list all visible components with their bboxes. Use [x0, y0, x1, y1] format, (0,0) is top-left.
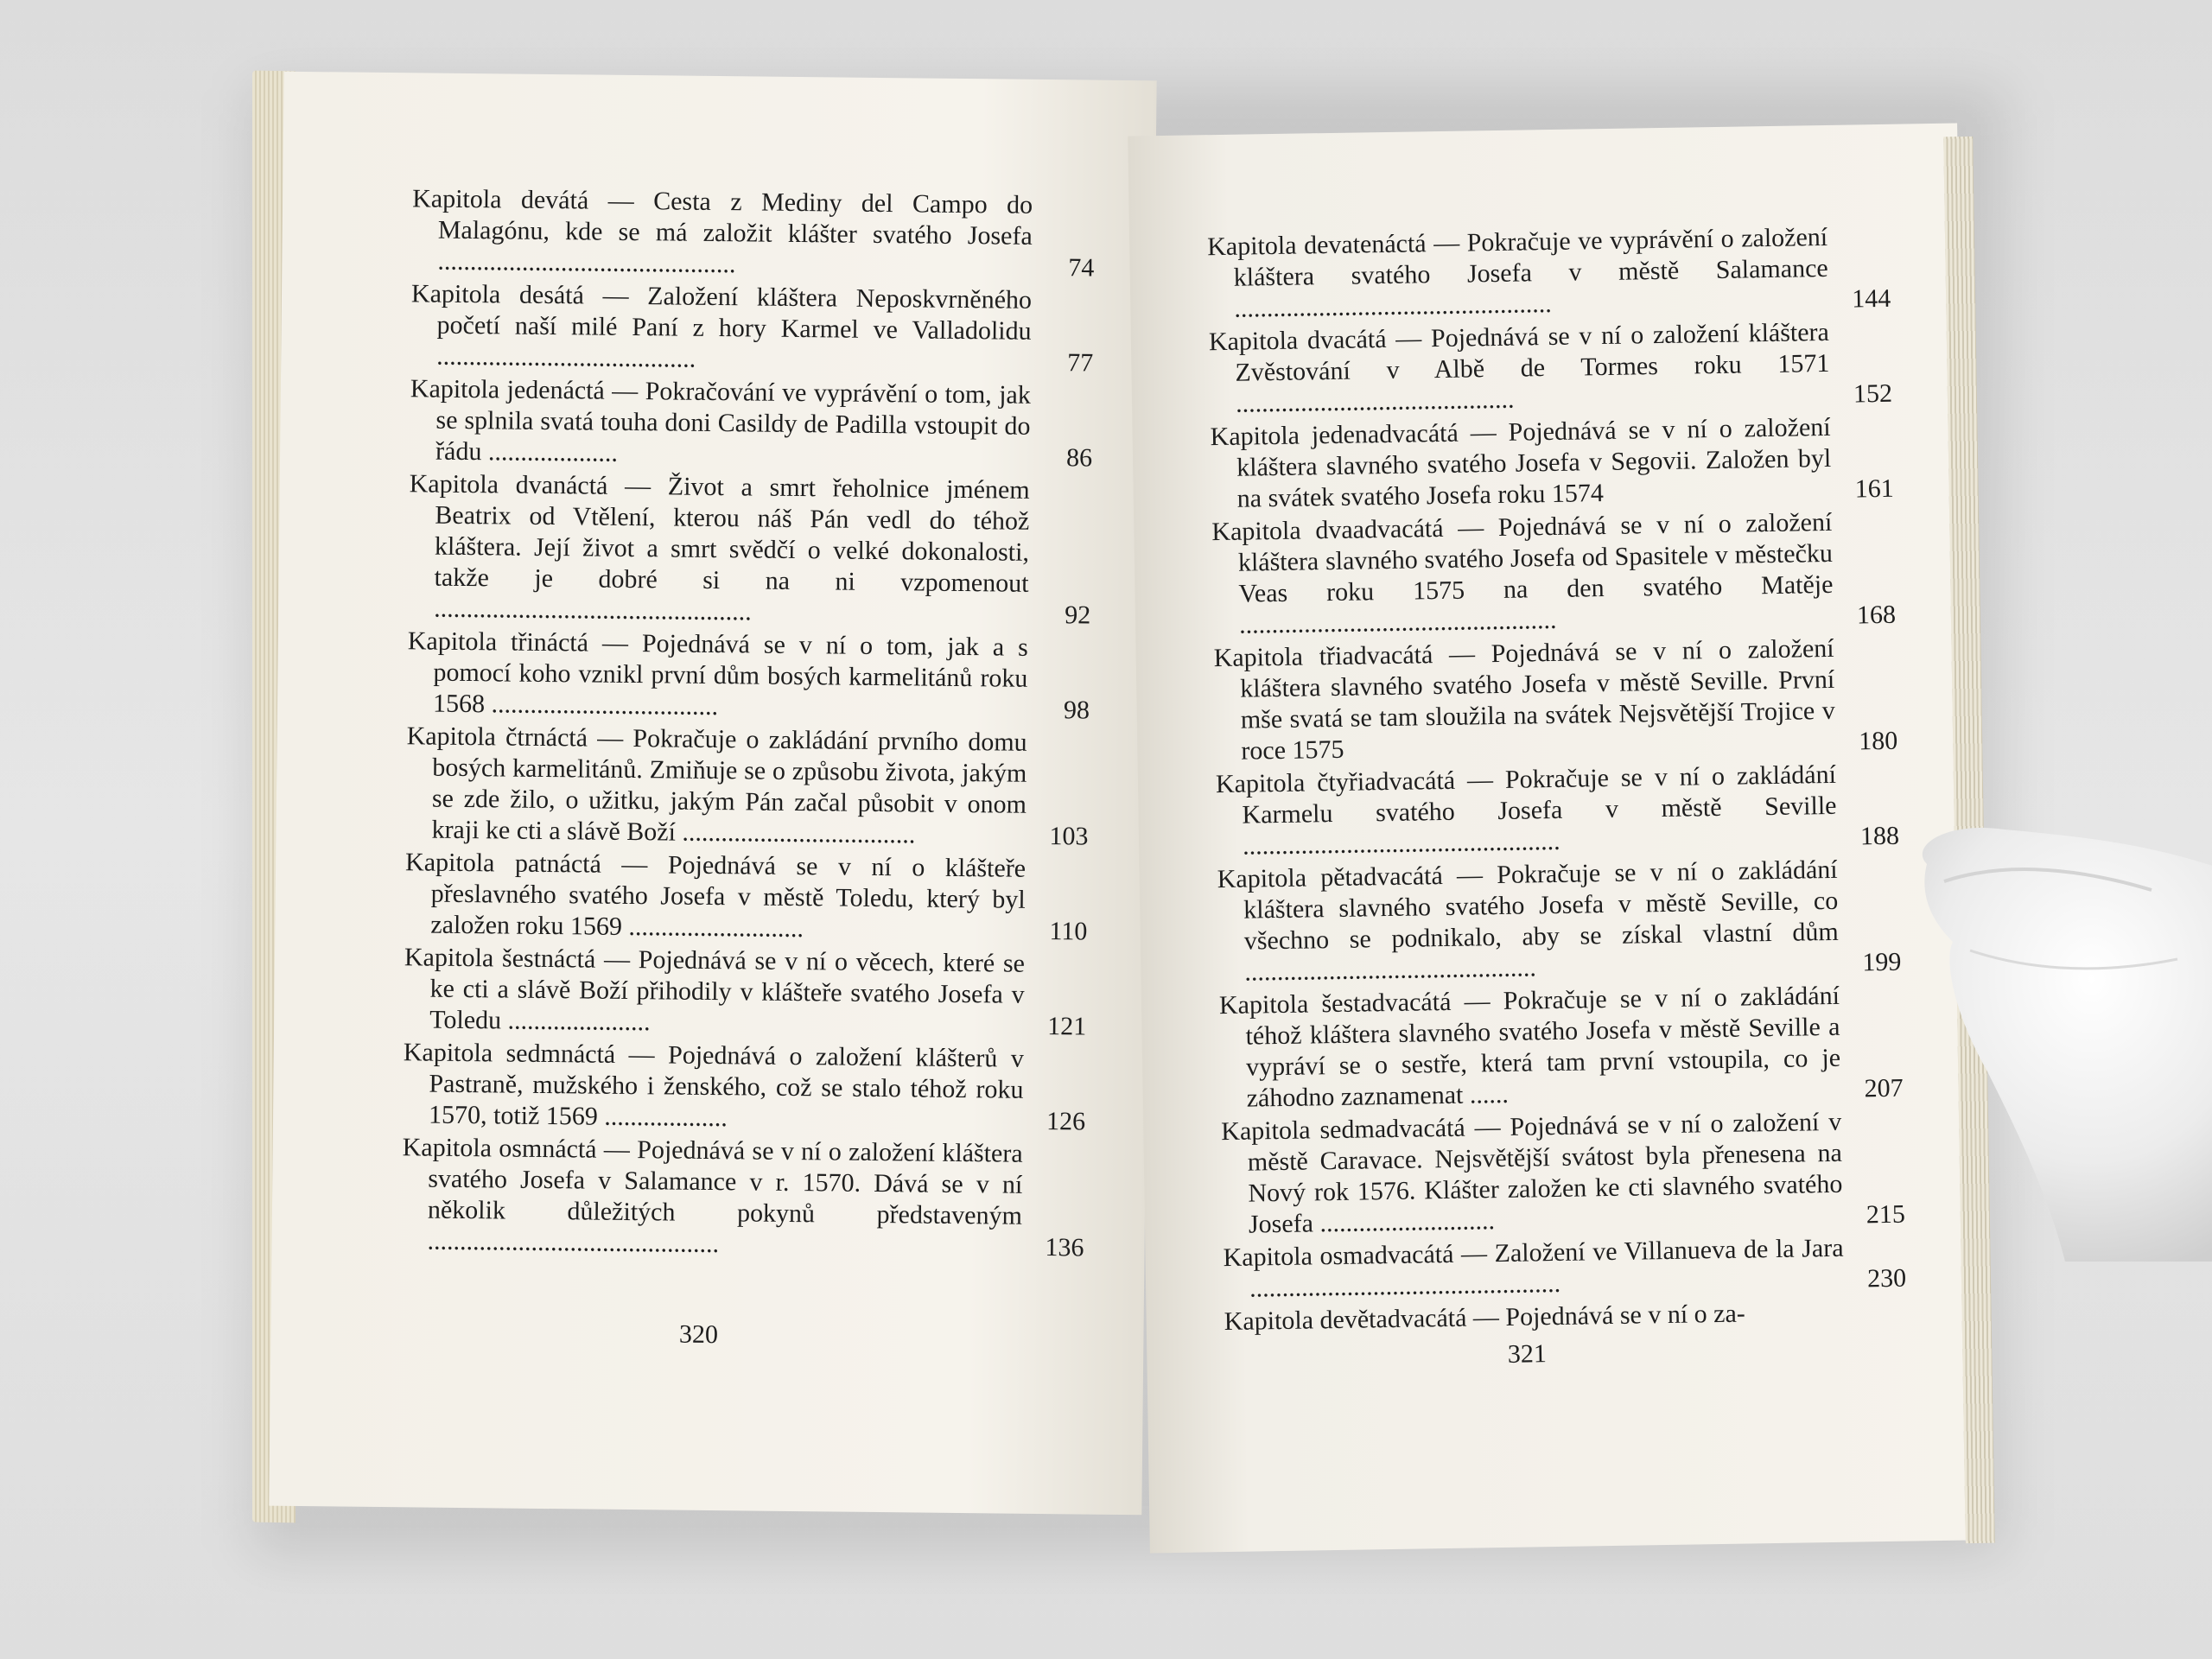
right-toc-list: [1207, 221, 1907, 1339]
toc-entry-page-number: 136: [1045, 1233, 1084, 1262]
toc-entry-page-number: 98: [1063, 696, 1090, 725]
toc-entry-page-number: 103: [1049, 822, 1089, 851]
toc-entry-title: Kapitola čtrnáctá — Pokračuje o zakládání prvního domu bosých karmelitánů. Zmiňuje se o způsobu života, jakým se zde žilo, o užitku, jakým Pán začal působit v onom kraji ke cti a slávě Boží ....................................: [406, 721, 1027, 849]
left-page: [269, 72, 1156, 1515]
toc-entry-title: Kapitola devatenáctá — Pokračuje ve vyprávění o založení kláštera svatého Josefa v městě Salamance .................................................: [1206, 222, 1828, 323]
toc-entry-page-number: 86: [1065, 443, 1093, 473]
toc-entry-title: Kapitola osmadvacátá — Založení ve Villanueva de la Jara ................................................: [1223, 1233, 1844, 1303]
right-folio: 321: [1507, 1339, 1548, 1369]
toc-entry-title: Kapitola osmnáctá — Pojednává se v ní o založení kláštera svatého Josefa v Salamance v r. 1570. Dává se v ní několik důležitých pokynů představeným .............................................: [402, 1133, 1023, 1259]
right-toc-entry: [1217, 854, 1901, 988]
left-toc-entry: [403, 1037, 1086, 1137]
toc-entry-page-number: 180: [1859, 726, 1898, 756]
right-page: [1128, 124, 1980, 1554]
toc-entry-title: Kapitola dvanáctá — Život a smrt řeholnice jménem Beatrix od Vtělení, kterou náš Pán vedl do téhož kláštera. Její život a smrt svědčí o velké dokonalosti, takže je dobré si na ni vzpomenout .................................................: [409, 469, 1030, 626]
toc-entry-page-number: 207: [1864, 1073, 1904, 1103]
toc-entry-page-number: 77: [1067, 348, 1094, 378]
toc-entry-title: Kapitola sedmnáctá — Pojednává o založení klášterů v Pastraně, mužského i ženského, což se stalo téhož roku 1570, totiž 1569 ...................: [403, 1038, 1024, 1133]
left-toc-entry: [411, 183, 1095, 283]
right-toc-entry: [1209, 316, 1893, 420]
toc-entry-page-number: 215: [1866, 1199, 1906, 1230]
right-toc-entry: [1223, 1232, 1906, 1305]
toc-entry-page-number: [1855, 1327, 1907, 1328]
toc-entry-page-number: 121: [1047, 1012, 1087, 1041]
toc-entry-title: Kapitola patnáctá — Pojednává se v ní o klášteře přeslavného svatého Josefa v městě Toledu, který byl založen roku 1569 ...........................: [404, 848, 1027, 944]
toc-entry-title: Kapitola jedenáctá — Pokračování ve vyprávění o tom, jak se splnila svatá touha doni Casildy de Padilla vstoupit do řádu ....................: [410, 374, 1032, 467]
toc-entry-title: Kapitola čtyřiadvacátá — Pokračuje se v ní o zakládání Karmelu svatého Josefa v městě Seville .................................................: [1215, 760, 1837, 861]
left-toc-entry: [410, 373, 1093, 474]
right-toc-entry: [1216, 759, 1900, 862]
left-toc-entry: [404, 942, 1087, 1042]
toc-entry-title: Kapitola šestadvacátá — Pokračuje se v ní o zakládání téhož kláštera slavného svatého Josefa v městě Seville a vypráví se o sestře, která tam první vstoupila, co je záhodno zaznamenat ......: [1218, 981, 1841, 1113]
toc-entry-title: Kapitola třináctá — Pojednává se v ní o tom, jak a s pomocí koho vznikl první dům bosých karmelitánů roku 1568 ...................................: [407, 626, 1028, 721]
left-toc-entry: [404, 847, 1088, 947]
toc-entry-page-number: 74: [1068, 253, 1095, 283]
toc-entry-title: Kapitola šestnáctá — Pojednává se v ní o věcech, které se ke cti a slávě Boží přihodily v klášteře svatého Josefa v Toledu ......................: [404, 943, 1026, 1037]
left-toc-list: [401, 183, 1095, 1265]
toc-entry-page-number: 199: [1862, 947, 1902, 977]
right-toc-entry: [1221, 1106, 1905, 1241]
left-folio: 320: [678, 1319, 719, 1350]
toc-entry-title: Kapitola sedmadvacátá — Pojednává se v ní o založení v městě Caravace. Nejsvětější svátost byla přenesena na Nový rok 1576. Klášter založen ke cti slavného svatého Josefa ...........................: [1221, 1107, 1843, 1239]
toc-entry-page-number: 230: [1866, 1263, 1907, 1294]
right-toc-entry: [1219, 980, 1904, 1115]
toc-entry-title: Kapitola jedenadvacátá — Pojednává se v ní o založení kláštera slavného svatého Josefa v Segovii. Založen byl na svátek svatého Josefa roku 1574: [1210, 412, 1832, 513]
toc-entry-page-number: 126: [1046, 1107, 1086, 1136]
toc-entry-page-number: 161: [1854, 474, 1894, 504]
toc-entry-title: Kapitola třiadvacátá — Pojednává se v ní o založení kláštera slavného svatého Josefa v městě Seville. První mše svatá se tam sloužila na svátek Nejsvětější Trojice v roce 1575: [1213, 633, 1835, 766]
toc-entry-page-number: 110: [1049, 917, 1088, 946]
left-toc-entry: [405, 721, 1089, 852]
left-toc-entry: [407, 626, 1090, 726]
toc-entry-title: Kapitola pětadvacátá — Pokračuje se v ní o zakládání kláštera slavného svatého Josefa v městě Seville, co všechno se podnikalo, aby se získal vlastní dům .............................................: [1217, 855, 1840, 987]
toc-entry-title: Kapitola dvaadvacátá — Pojednává se v ní o založení kláštera slavného svatého Josefa od Spasitele v městečku Veas roku 1575 na den svatého Matěje .................................................: [1211, 507, 1834, 639]
left-toc-entry: [408, 468, 1092, 631]
right-toc-entry: [1211, 506, 1896, 641]
toc-entry-page-number: 152: [1853, 378, 1893, 409]
toc-entry-title: Kapitola devětadvacátá — Pojednává se v ní o za-: [1224, 1299, 1746, 1337]
toc-entry-page-number: 188: [1859, 821, 1900, 851]
glove-thumb-icon: [1892, 812, 2212, 1262]
left-toc-entry: [410, 278, 1094, 378]
right-toc-entry: [1207, 221, 1891, 325]
right-toc-entry: [1210, 411, 1894, 515]
toc-entry-title: Kapitola devátá — Cesta z Mediny del Campo do Malagónu, kde se má založit klášter svatého Josefa ..............................................: [412, 184, 1033, 279]
toc-entry-page-number: 92: [1065, 601, 1091, 630]
toc-entry-title: Kapitola desátá — Založení kláštera Neposkvrněného početí naší milé Paní z hory Karmel ve Valladolidu ........................................: [410, 279, 1033, 373]
toc-entry-page-number: 168: [1856, 600, 1897, 630]
toc-entry-title: Kapitola dvacátá — Pojednává se v ní o založení kláštera Zvěstování v Albě de Tormes roku 1571 ...........................................: [1208, 317, 1830, 418]
toc-entry-page-number: 144: [1851, 283, 1891, 314]
left-toc-entry: [401, 1132, 1084, 1263]
right-toc-entry: [1213, 632, 1897, 767]
